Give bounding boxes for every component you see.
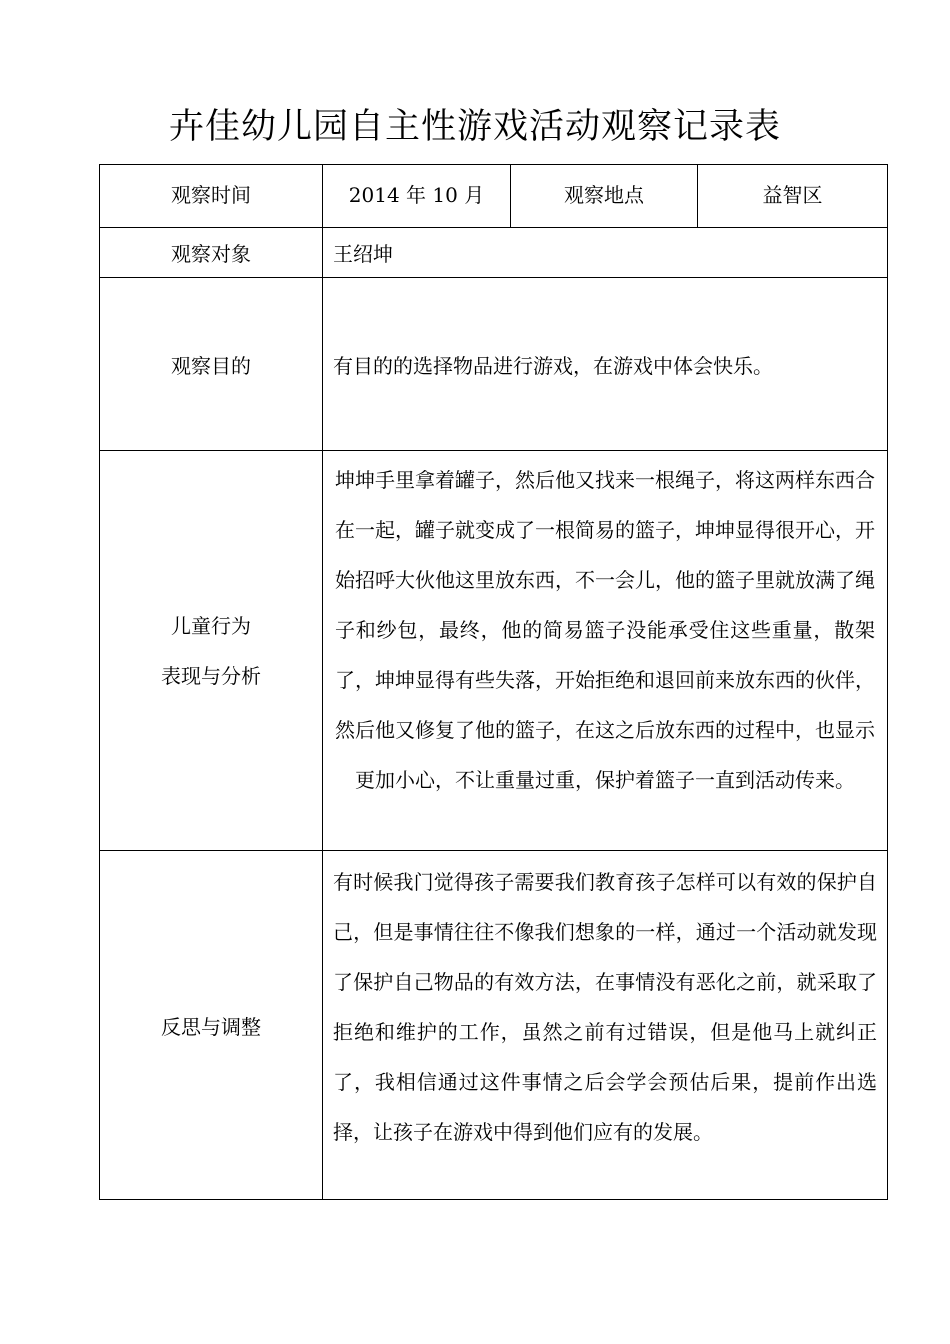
behavior-label-line2: 表现与分析 [161, 663, 261, 688]
row-time-place [100, 165, 888, 228]
reflect-label: 反思与调整 [100, 851, 323, 1200]
behavior-label [100, 451, 323, 851]
subject-value: 王绍坤 [323, 228, 888, 278]
time-label: 观察时间 [100, 165, 323, 228]
purpose-label: 观察目的 [100, 278, 323, 451]
behavior-value-cell [323, 451, 888, 851]
place-label: 观察地点 [511, 165, 698, 228]
row-reflect [100, 851, 888, 1200]
row-purpose [100, 278, 888, 451]
place-value: 益智区 [698, 165, 888, 228]
row-behavior [100, 451, 888, 851]
reflect-value-cell [323, 851, 888, 1200]
observation-record-table [99, 164, 888, 1200]
behavior-value: 坤坤手里拿着罐子，然后他又找来一根绳子，将这两样东西合在一起，罐子就变成了一根简易的篮子，坤坤显得很开心，开始招呼大伙他这里放东西，不一会儿，他的篮子里就放满了绳子和纱包，最终，他的简易篮子没能承受住这些重量，散架了，坤坤显得有些失落，开始拒绝和退回前来放东西的伙伴，然后他又修复了他的篮子，在这之后放东西的过程中，也显示更加小心，不让重量过重，保护着篮子一直到活动传来。 [335, 468, 875, 792]
page-title: 卉佳幼儿园自主性游戏活动观察记录表 [168, 107, 781, 147]
reflect-value: 有时候我门觉得孩子需要我们教育孩子怎样可以有效的保护自己，但是事情往往不像我们想象的一样，通过一个活动就发现了保护自己物品的有效方法，在事情没有恶化之前，就采取了拒绝和维护的工作，虽然之前有过错误，但是他马上就纠正了，我相信通过这件事情之后会学会预估后果，提前作出选择，让孩子在游戏中得到他们应有的发展。 [333, 870, 877, 1144]
behavior-label-line1: 儿童行为 [171, 613, 251, 638]
time-value: 2014 年 10 月 [323, 165, 511, 228]
row-subject [100, 228, 888, 278]
subject-label: 观察对象 [100, 228, 323, 278]
purpose-value: 有目的的选择物品进行游戏，在游戏中体会快乐。 [323, 278, 888, 451]
